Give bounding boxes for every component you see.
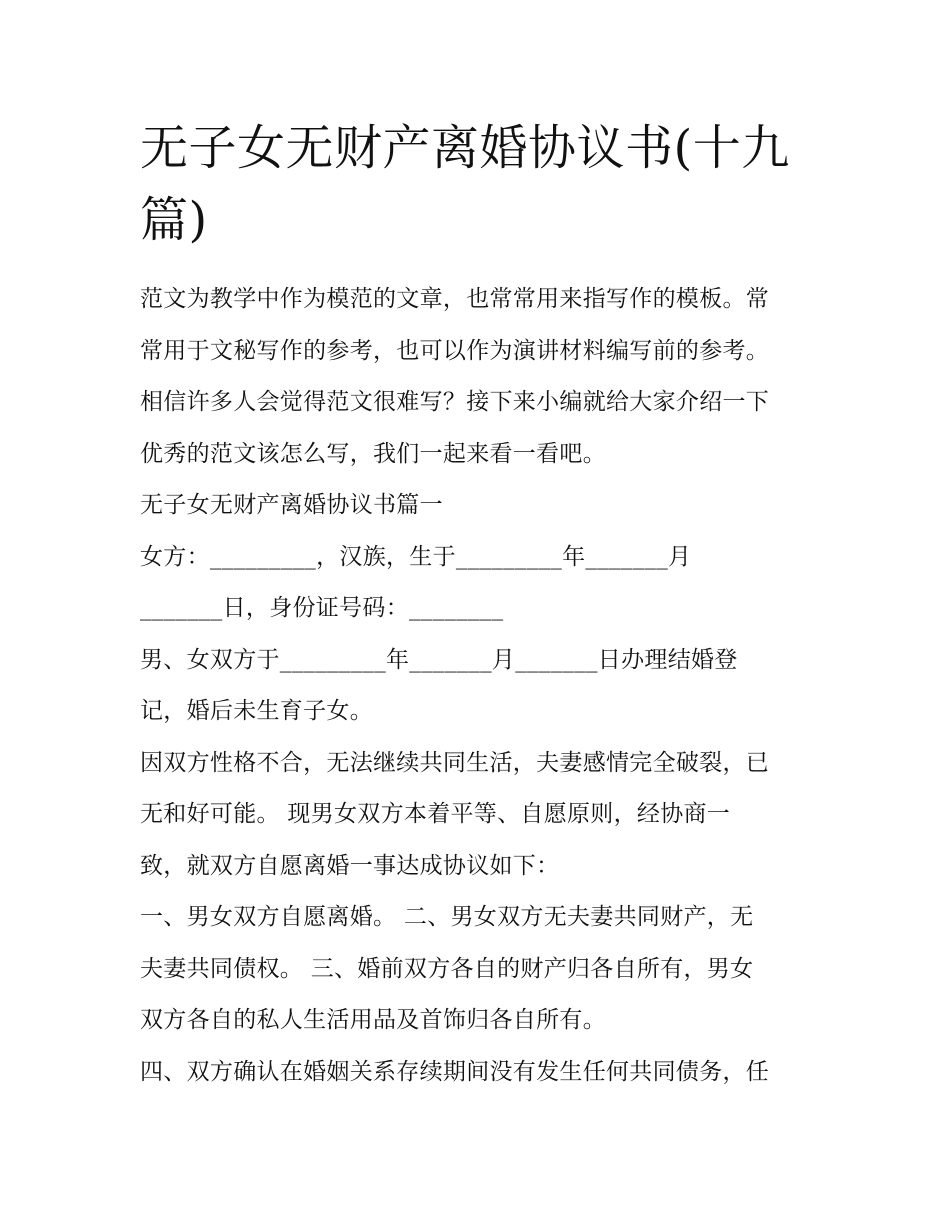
terms-line-4: 四、双方确认在婚姻关系存续期间没有发生任何共同债务，任 bbox=[140, 1058, 770, 1085]
marriage-registration-line-1: 男、女双方于_________年_______月_______日办理结婚登 bbox=[140, 646, 738, 673]
title-line-1: 无子女无财产离婚协议书(十九 bbox=[140, 120, 790, 176]
reason-line-2: 无和好可能。 现男女双方本着平等、自愿原则，经协商一 bbox=[140, 801, 731, 827]
party-female-line-2: _______日，身份证号码：________ bbox=[140, 595, 504, 621]
terms-line-1: 一、男女双方自愿离婚。 二、男女双方无夫妻共同财产，无 bbox=[140, 904, 754, 930]
party-female-line-1: 女方：_________，汉族，生于_________年_______月 bbox=[140, 543, 692, 570]
intro-line-3: 相信许多人会觉得范文很难写？接下来小编就给大家介绍一下 bbox=[140, 389, 770, 415]
terms-line-2: 夫妻共同债权。 三、婚前双方各自的财产归各自所有，男女 bbox=[140, 955, 754, 982]
section-heading: 无子女无财产离婚协议书篇一 bbox=[140, 492, 443, 518]
reason-line-3: 致，就双方自愿离婚一事达成协议如下： bbox=[140, 852, 560, 879]
document-body bbox=[140, 274, 818, 1098]
terms-line-3: 双方各自的私人生活用品及首饰归各自所有。 bbox=[140, 1007, 606, 1033]
intro-line-1: 范文为教学中作为模范的文章，也常常用来指写作的模板。常 bbox=[140, 286, 770, 312]
intro-line-4: 优秀的范文该怎么写，我们一起来看一看吧。 bbox=[140, 440, 606, 467]
reason-line-1: 因双方性格不合，无法继续共同生活，夫妻感情完全破裂，已 bbox=[140, 749, 770, 776]
document-title bbox=[140, 112, 820, 256]
title-line-2: 篇) bbox=[140, 192, 208, 248]
marriage-registration-line-2: 记，婚后未生育子女。 bbox=[140, 698, 373, 724]
intro-line-2: 常用于文秘写作的参考，也可以作为演讲材料编写前的参考。 bbox=[140, 337, 770, 364]
